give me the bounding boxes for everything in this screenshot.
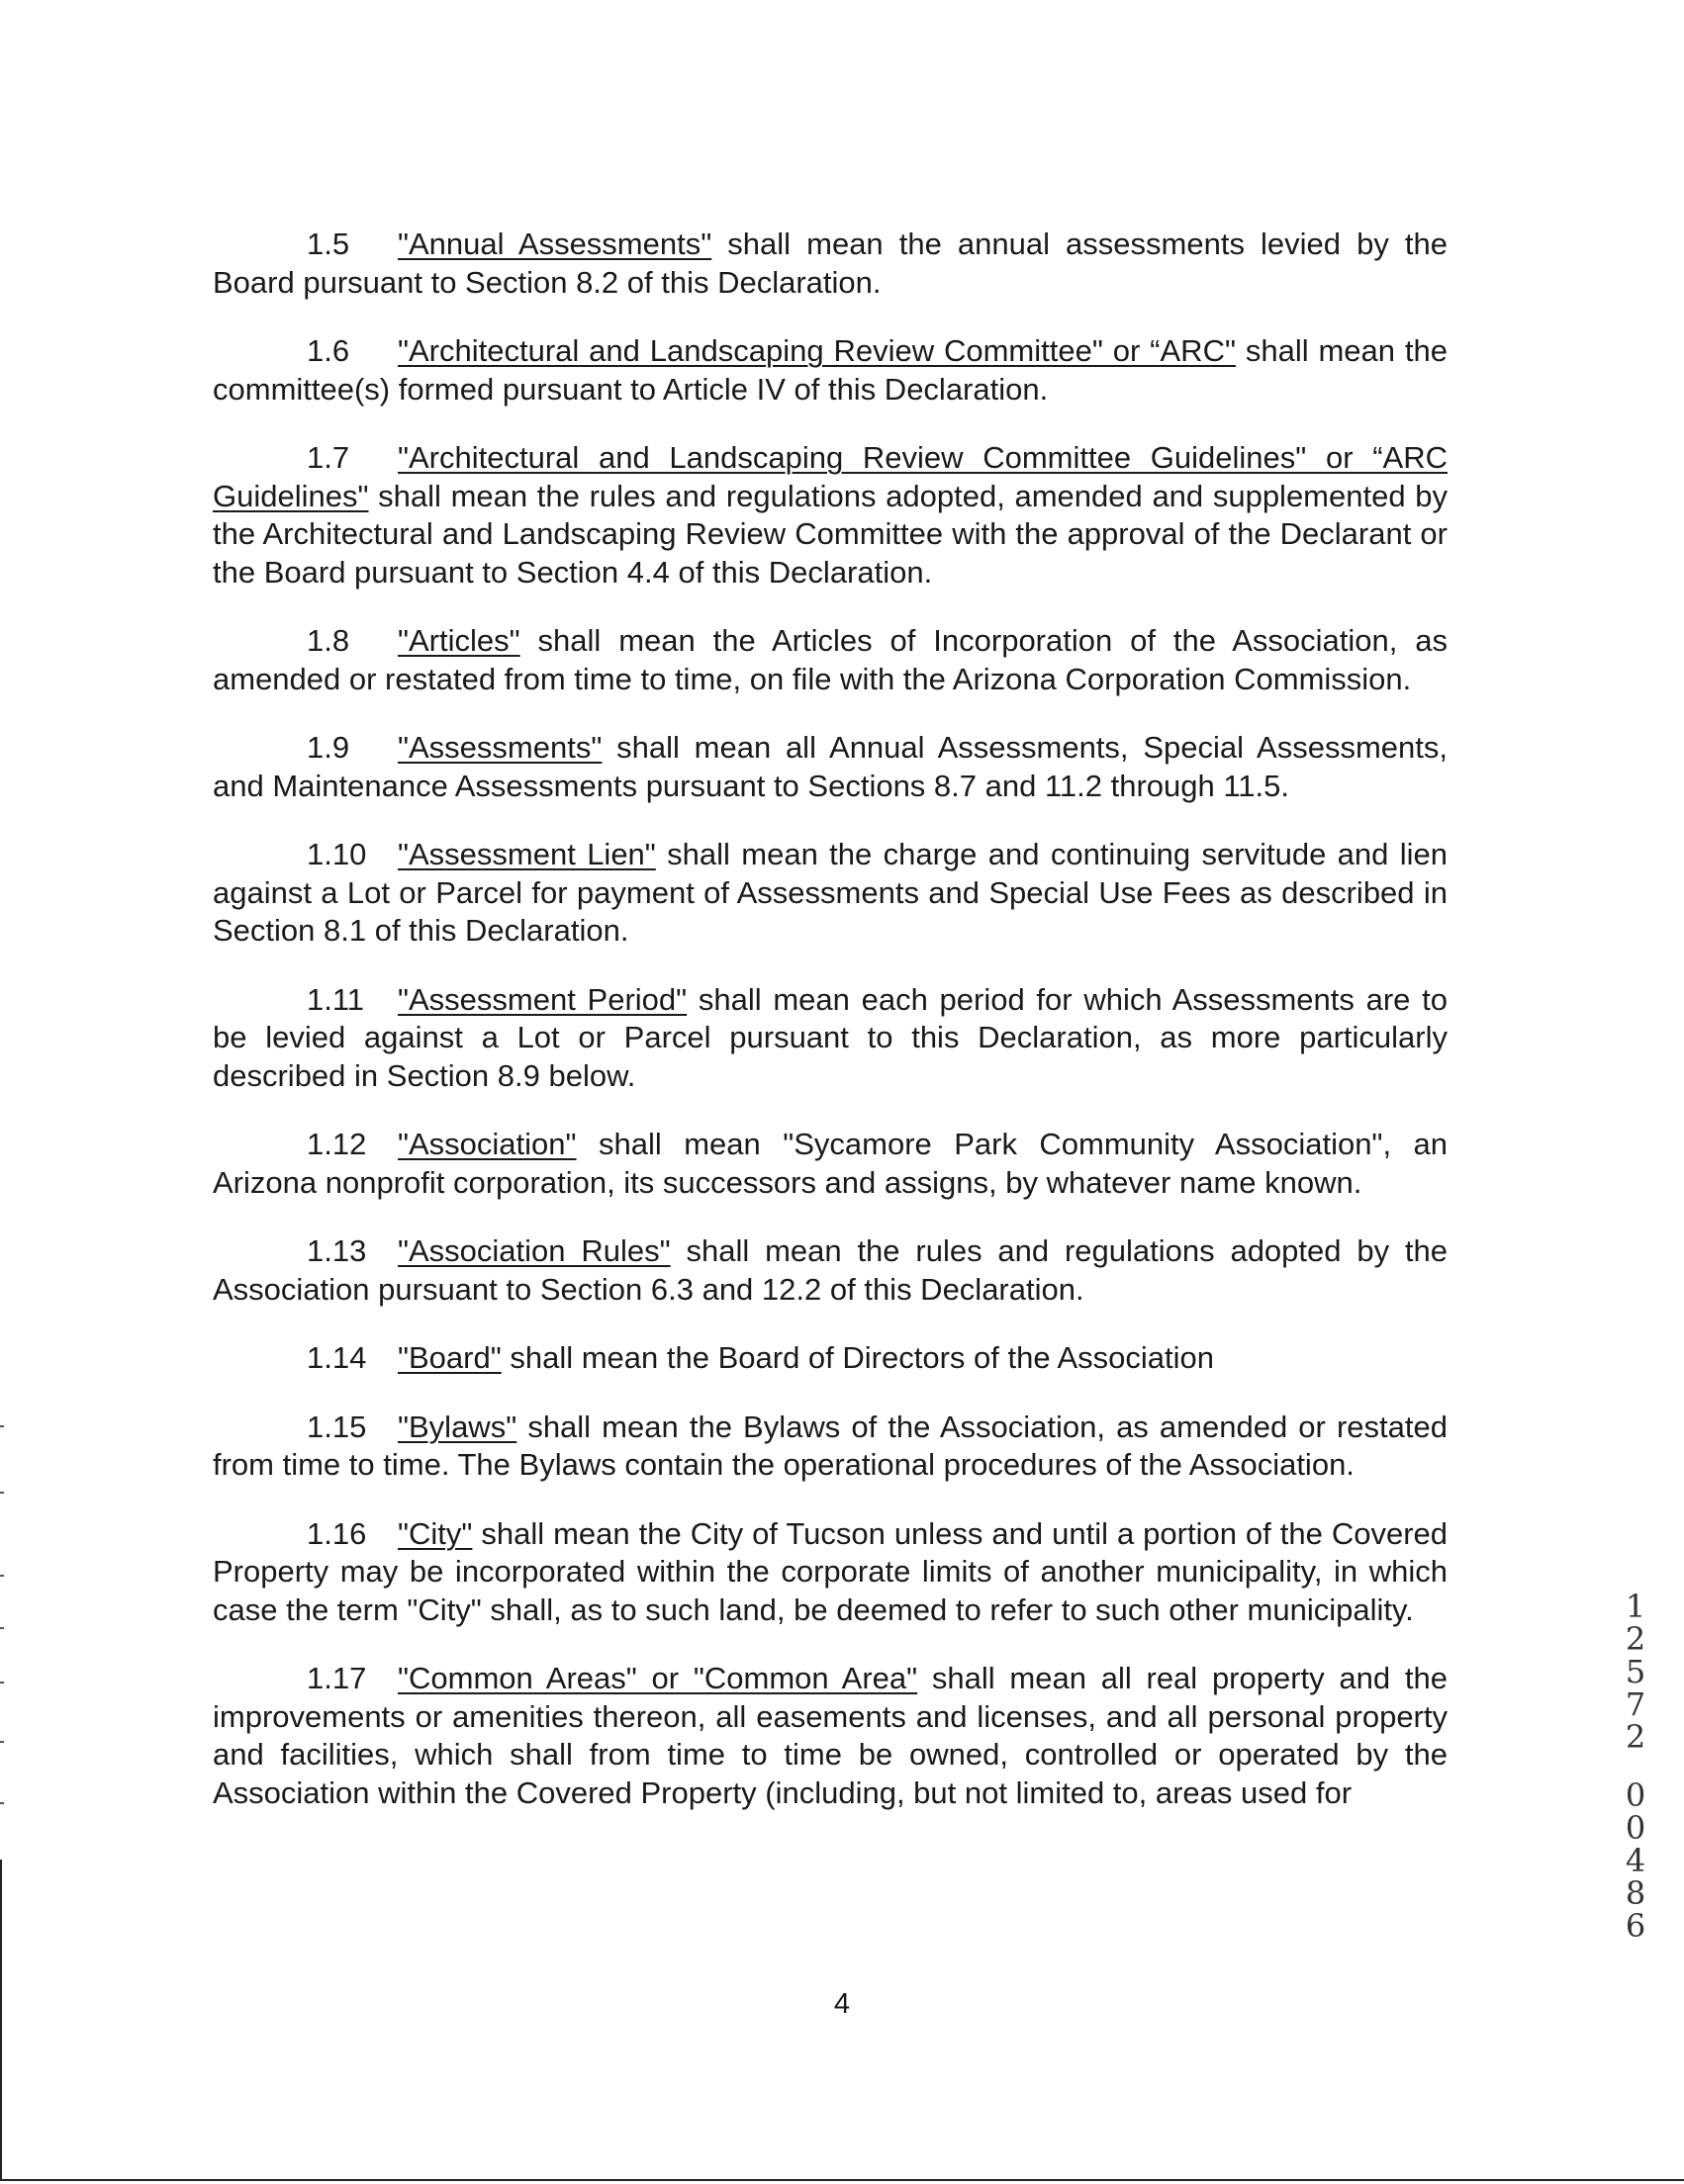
definition-text: shall mean the rules and regulations adopted, amended and supplemented by the Architectural and Landscaping Review Committee with the approval of the Declarant or the Board pursuant to Section 4.4 of this Declaration. [213, 478, 1448, 590]
definition-text: shall mean the annual assessments levied by the Board pursuant to Section 8.2 of this Declaration. [213, 227, 1448, 300]
defined-term: "Common Areas" or "Common Area" [398, 1661, 918, 1695]
definition-text: shall mean the City of Tucson unless and until a portion of the Covered Property may be incorporated within the corporate limits of another municipality, in which case the term "City" shall, as to such land, be deemed to refer to such other municipality. [213, 1515, 1448, 1627]
definition-text: shall mean all Annual Assessments, Special Assessments, and Maintenance Assessments pursuant to Sections 8.7 and 11.2 through 11.5. [213, 730, 1448, 803]
document-body [213, 226, 1448, 1843]
section-number: 1.15 [307, 1409, 367, 1444]
scan-tick [0, 1627, 4, 1629]
defined-term: "Annual Assessments" [398, 227, 712, 261]
section-number: 1.12 [307, 1127, 367, 1161]
scan-tick [0, 1492, 4, 1494]
definition-text: shall mean each period for which Assessments are to be levied against a Lot or Parcel pursuant to this Declaration, as more particularly described in Section 8.9 below. [213, 981, 1448, 1093]
scan-tick [0, 1682, 4, 1684]
definition-paragraph [213, 981, 1448, 1096]
definition-paragraph [213, 1339, 1448, 1378]
section-number: 1.16 [307, 1515, 367, 1551]
section-number: 1.14 [307, 1340, 367, 1375]
defined-term: "Assessments" [398, 730, 603, 765]
recording-stamp-book: 1 2 5 7 2 [1625, 1588, 1646, 1756]
definition-text: shall mean the Articles of Incorporation of the Association, as amended or restated from time to time, on file with the Arizona Corporation Commission. [213, 623, 1448, 696]
definition-paragraph [213, 226, 1448, 302]
page-number: 4 [833, 1988, 851, 2020]
definition-paragraph [213, 1232, 1448, 1309]
defined-term: "Articles" [398, 623, 520, 658]
defined-term: "Association" [398, 1127, 577, 1161]
definition-text: shall mean the Bylaws of the Association, as amended or restated from time to time. The Bylaws contain the operational procedures of the Association. [213, 1409, 1448, 1482]
defined-term: "Assessment Period" [398, 981, 688, 1017]
scan-border-left [0, 1860, 2, 2179]
definition-text: shall mean the rules and regulations adopted by the Association pursuant to Section 6.3 and 12.2 of this Declaration. [213, 1233, 1449, 1307]
section-number: 1.10 [307, 837, 367, 871]
definition-paragraph [213, 439, 1448, 592]
definition-paragraph [213, 622, 1448, 698]
section-number: 1.6 [307, 333, 350, 368]
scan-tick [0, 1425, 4, 1427]
section-number: 1.5 [307, 227, 350, 261]
definition-text: shall mean "Sycamore Park Community Association", an Arizona nonprofit corporation, its successors and assigns, by whatever name known. [213, 1127, 1448, 1200]
section-number: 1.11 [307, 981, 365, 1017]
section-number: 1.7 [307, 440, 350, 475]
defined-term: "Architectural and Landscaping Review Committee Guidelines" or “ARC Guidelines" [213, 440, 1448, 513]
section-number: 1.13 [307, 1233, 367, 1268]
definition-text: shall mean the charge and continuing servitude and lien against a Lot or Parcel for payment of Assessments and Special Use Fees as described in Section 8.1 of this Declaration. [213, 837, 1448, 948]
recording-stamp [1621, 1588, 1650, 1945]
defined-term: "Architectural and Landscaping Review Committee" or “ARC" [398, 333, 1236, 368]
scan-border-bottom [0, 2179, 1684, 2181]
definition-text: shall mean all real property and the improvements or amenities thereon, all easements and licenses, and all personal property and facilities, which shall from time to time be owned, controlled or operated by the Association within the Covered Property (including, but not limited to, areas used for [213, 1661, 1448, 1810]
scan-tick [0, 1802, 4, 1804]
scan-tick [0, 1575, 4, 1577]
definition-paragraph [213, 332, 1448, 409]
scan-tick [0, 1741, 4, 1743]
recording-stamp-page: 0 0 4 8 6 [1625, 1776, 1646, 1945]
definition-paragraph [213, 729, 1448, 805]
definition-paragraph [213, 1409, 1448, 1485]
section-number: 1.8 [307, 623, 350, 658]
section-number: 1.9 [307, 730, 350, 765]
definition-text: shall mean the committee(s) formed pursuant to Article IV of this Declaration. [213, 333, 1448, 407]
definition-paragraph [213, 1660, 1448, 1812]
defined-term: "Association Rules" [398, 1233, 671, 1268]
defined-term: "Board" [398, 1340, 502, 1375]
definition-paragraph [213, 1126, 1448, 1202]
defined-term: "Bylaws" [398, 1409, 517, 1444]
section-number: 1.17 [307, 1661, 367, 1695]
defined-term: "City" [398, 1515, 473, 1551]
definition-text: shall mean the Board of Directors of the Association [501, 1340, 1214, 1375]
definition-paragraph [213, 836, 1448, 951]
defined-term: "Assessment Lien" [398, 837, 656, 871]
definition-paragraph [213, 1515, 1448, 1630]
